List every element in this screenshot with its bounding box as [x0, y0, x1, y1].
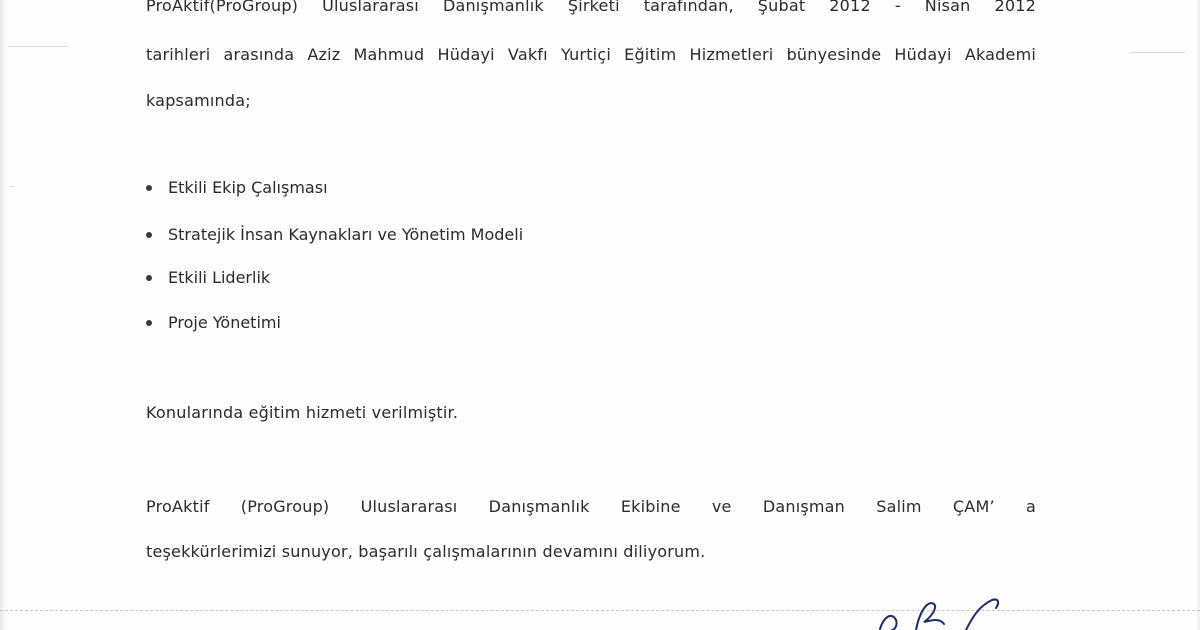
- handwritten-signature: [870, 596, 1020, 630]
- thanks-line-2: teşekkürlerimizi sunuyor, başarılı çalışmalarının devamını diliyorum.: [146, 542, 706, 561]
- thanks-line-1: ProAktif (ProGroup) Uluslararası Danışmanlık Ekibine ve Danışman Salim ÇAM’ a: [146, 497, 1036, 516]
- bullet-dot-icon: [146, 320, 152, 326]
- scan-artifact: [1130, 52, 1185, 53]
- topics-closing-sentence: Konularında eğitim hizmeti verilmiştir.: [146, 403, 459, 422]
- page-bottom-rule: [0, 610, 1200, 611]
- topic-label: Stratejik İnsan Kaynakları ve Yönetim Modeli: [168, 225, 524, 244]
- topic-label: Etkili Liderlik: [168, 268, 271, 287]
- topic-label: Proje Yönetimi: [168, 313, 281, 332]
- list-item: [146, 313, 281, 332]
- intro-line-1: ProAktif(ProGroup) Uluslararası Danışmanlık Şirketi tarafından, Şubat 2012 - Nisan 2012: [146, 0, 1036, 15]
- scan-artifact: [10, 186, 14, 187]
- intro-line-3: kapsamında;: [146, 91, 251, 110]
- list-item: [146, 268, 270, 287]
- list-item: [146, 178, 328, 197]
- bullet-dot-icon: [146, 275, 152, 281]
- bullet-dot-icon: [146, 232, 152, 238]
- list-item: [146, 225, 523, 244]
- scan-edge-left: [0, 0, 6, 630]
- bullet-dot-icon: [146, 185, 152, 191]
- scan-artifact: [8, 46, 68, 47]
- topic-label: Etkili Ekip Çalışması: [168, 178, 328, 197]
- intro-line-2: tarihleri arasında Aziz Mahmud Hüdayi Vakfı Yurtiçi Eğitim Hizmetleri bünyesinde Hüdayi Akademi: [146, 45, 1036, 64]
- scan-edge-right: [1196, 0, 1200, 630]
